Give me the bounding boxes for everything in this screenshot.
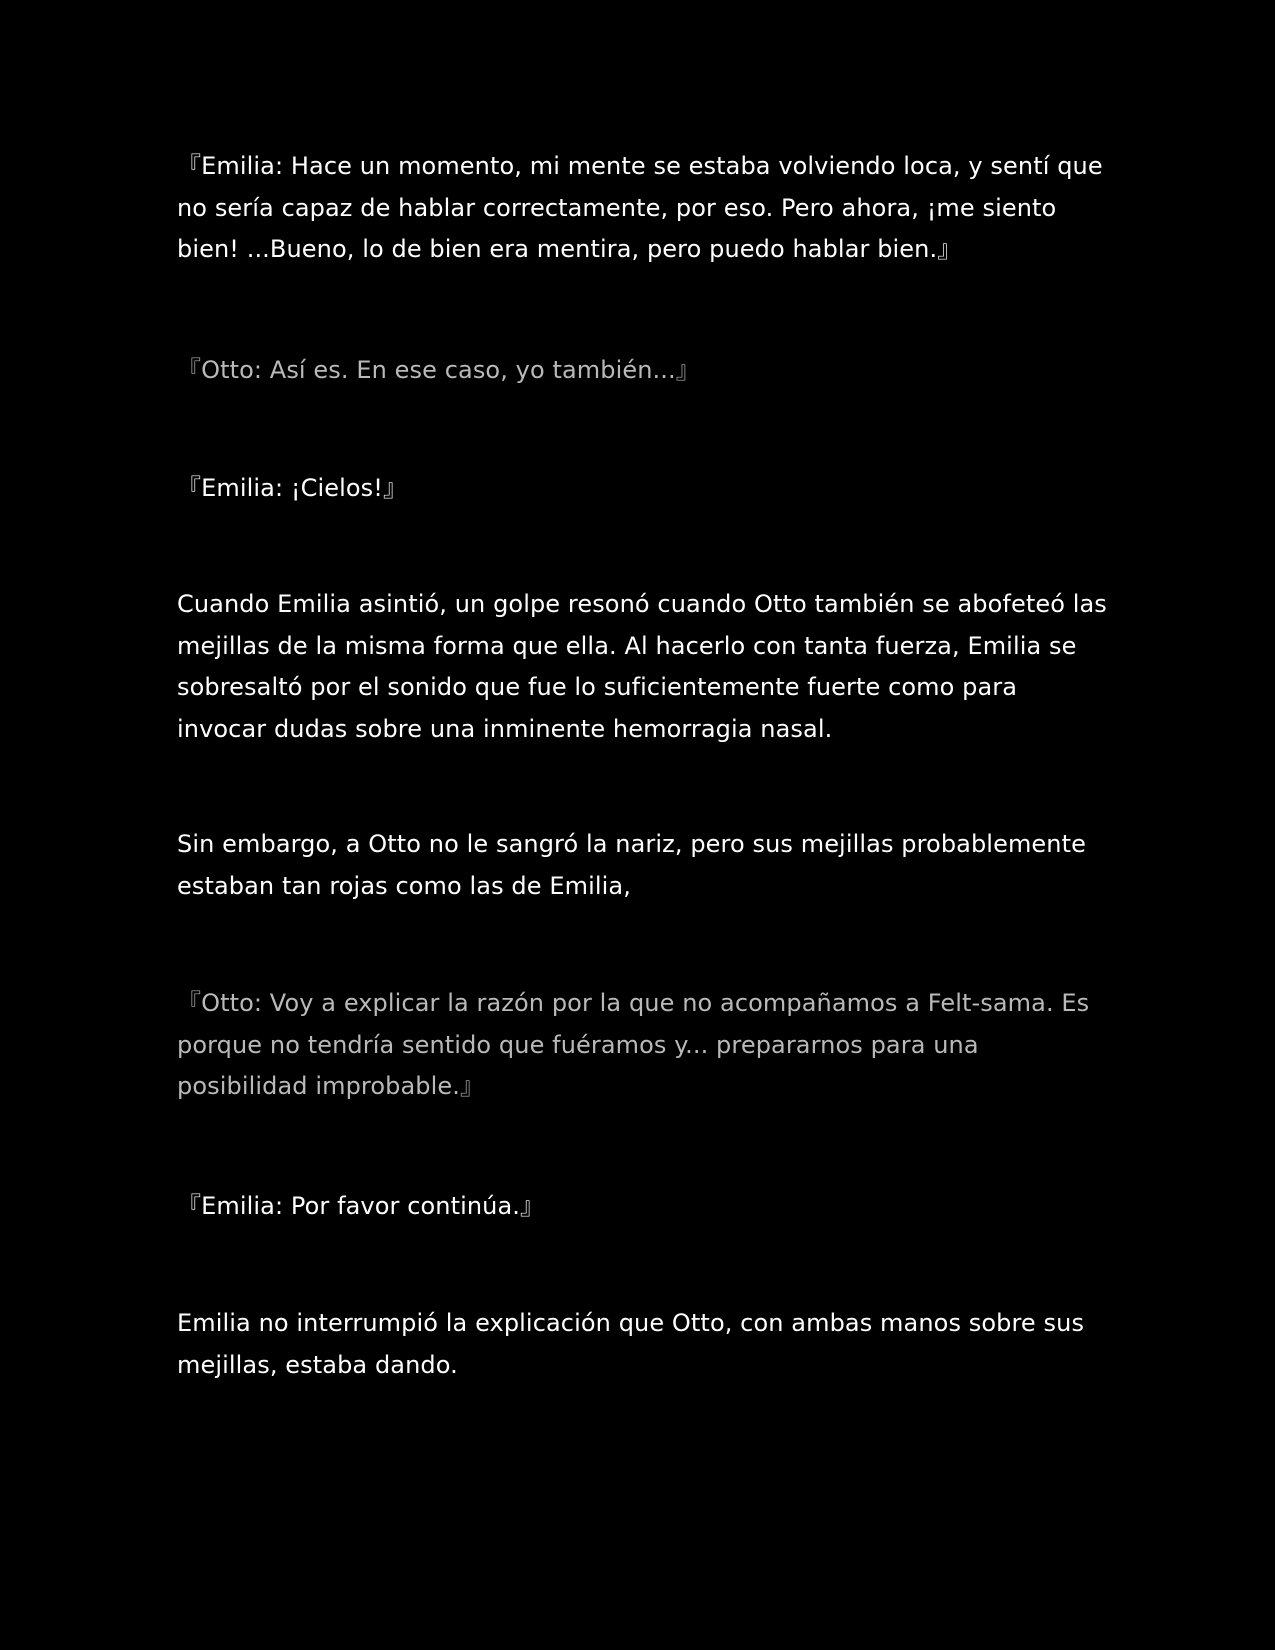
narration-paragraph: Emilia no interrumpió la explicación que Otto, con ambas manos sobre sus mejillas, estaba dando.	[177, 1309, 1085, 1379]
dialogue-emilia: 『Emilia: Hace un momento, mi mente se estaba volviendo loca, y sentí que no sería capaz de hablar correctamente, por eso. Pero ahora, ¡me siento bien! ...Bueno, lo de bien era mentira, pero puedo hablar bien.』	[177, 152, 1103, 263]
dialogue-emilia: 『Emilia: Por favor continúa.』	[177, 1192, 545, 1220]
dialogue-otto: 『Otto: Voy a explicar la razón por la que no acompañamos a Felt-sama. Es porque no tendría sentido que fuéramos y... prepararnos para una posibilidad improbable.』	[177, 989, 1090, 1100]
narration-paragraph: Sin embargo, a Otto no le sangró la nariz, pero sus mejillas probablemente estaban tan rojas como las de Emilia,	[177, 830, 1086, 900]
dialogue-otto: 『Otto: Así es. En ese caso, yo también...』	[177, 356, 700, 384]
narration-paragraph: Cuando Emilia asintió, un golpe resonó cuando Otto también se abofeteó las mejillas de la misma forma que ella. Al hacerlo con tanta fuerza, Emilia se sobresaltó por el sonido que fue lo suficientemente fuerte como para invocar dudas sobre una inminente hemorragia nasal.	[177, 590, 1107, 743]
dialogue-emilia: 『Emilia: ¡Cielos!』	[177, 474, 408, 502]
